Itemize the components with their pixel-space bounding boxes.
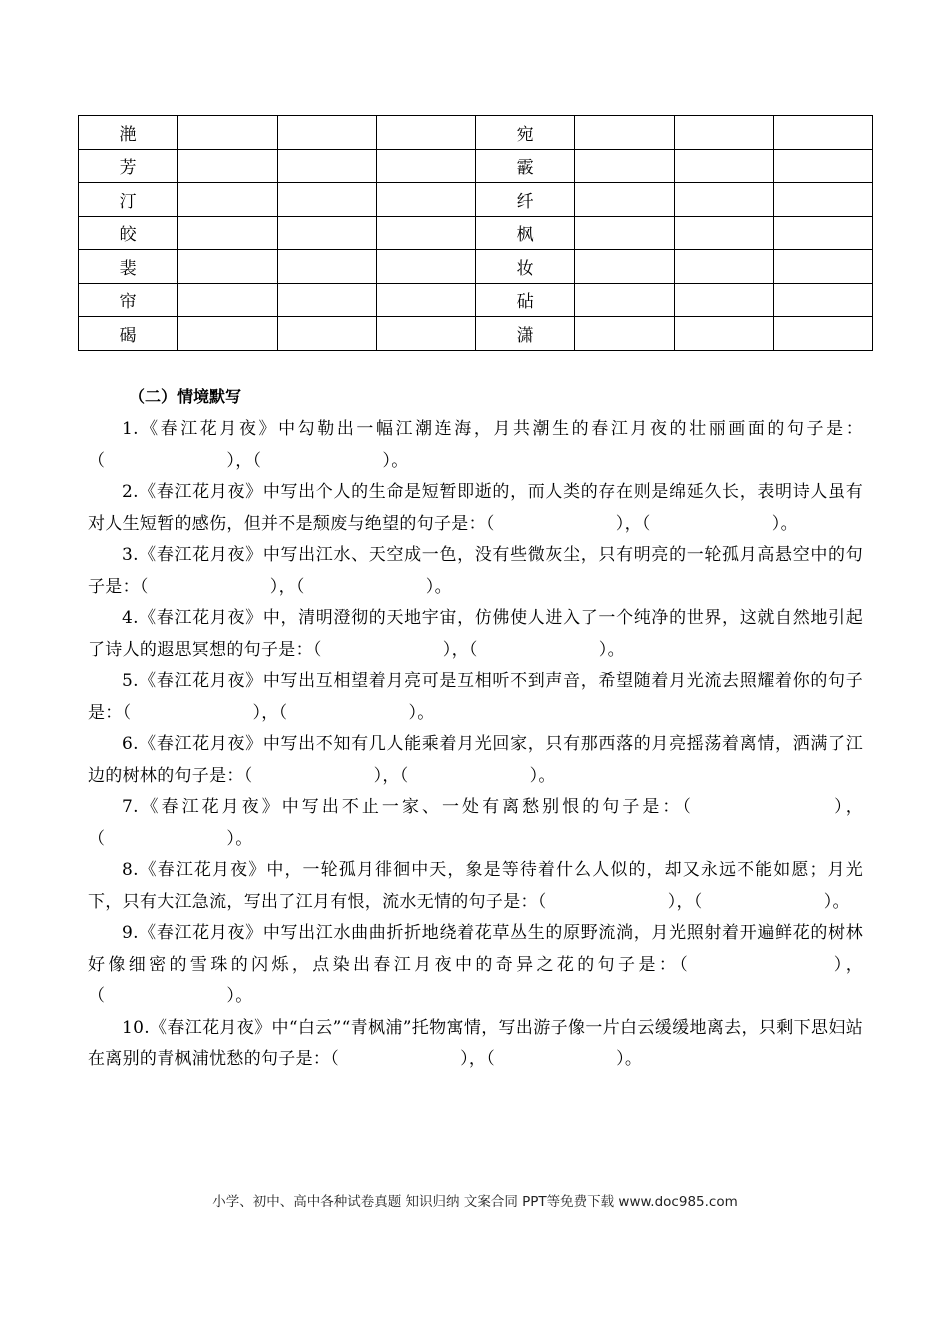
character-cell: 裴 (79, 250, 178, 284)
answer-cell[interactable] (376, 183, 475, 217)
question-item: 4.《春江花月夜》中，清明澄彻的天地宇宙，仿佛使人进入了一个纯净的世界，这就自然地引起了诗人的遐思冥想的句子是：（ ），（ ）。 (88, 608, 863, 660)
character-cell: 帘 (79, 283, 178, 317)
answer-cell[interactable] (277, 317, 376, 351)
answer-cell[interactable] (178, 250, 277, 284)
table-row (79, 283, 873, 317)
answer-cell[interactable] (178, 216, 277, 250)
answer-cell[interactable] (575, 216, 674, 250)
answer-cell[interactable] (376, 216, 475, 250)
character-table (78, 115, 873, 351)
answer-cell[interactable] (674, 283, 773, 317)
answer-cell[interactable] (376, 116, 475, 150)
table-row (79, 183, 873, 217)
answer-cell[interactable] (674, 149, 773, 183)
answer-cell[interactable] (674, 250, 773, 284)
question-item: 10.《春江花月夜》中“白云”“青枫浦”托物寓情，写出游子像一片白云缓缓地离去，只剩下思妇站在离别的青枫浦忧愁的句子是：（ ），（ ）。 (88, 1017, 863, 1069)
question-item: 9.《春江花月夜》中写出江水曲曲折折地绕着花草丛生的原野流淌，月光照射着开遍鲜花的树林好像细密的雪珠的闪烁，点染出春江月夜中的奇异之花的句子是：（ ），（ ）。 (88, 923, 863, 1006)
question-item: 3.《春江花月夜》中写出江水、天空成一色，没有些微灰尘，只有明亮的一轮孤月高悬空中的句子是：（ ），（ ）。 (88, 545, 863, 597)
answer-cell[interactable] (277, 283, 376, 317)
answer-cell[interactable] (773, 216, 872, 250)
answer-cell[interactable] (178, 149, 277, 183)
character-cell: 纤 (476, 183, 575, 217)
footer-text: 小学、初中、高中各种试卷真题 知识归纳 文案合同 PPT等免费下载 www.doc985.com (212, 1194, 738, 1210)
answer-cell[interactable] (277, 116, 376, 150)
answer-cell[interactable] (674, 216, 773, 250)
table-row (79, 250, 873, 284)
answer-cell[interactable] (773, 183, 872, 217)
answer-cell[interactable] (575, 283, 674, 317)
answer-cell[interactable] (773, 250, 872, 284)
answer-cell[interactable] (575, 250, 674, 284)
answer-cell[interactable] (674, 317, 773, 351)
question-item: 7.《春江花月夜》中写出不止一家、一处有离愁别恨的句子是：（ ），（ ）。 (88, 797, 863, 849)
table-row (79, 317, 873, 351)
character-cell: 潇 (476, 317, 575, 351)
answer-cell[interactable] (277, 149, 376, 183)
character-cell: 滟 (79, 116, 178, 150)
answer-cell[interactable] (376, 317, 475, 351)
answer-cell[interactable] (674, 183, 773, 217)
question-item: 5.《春江花月夜》中写出互相望着月亮可是互相听不到声音，希望随着月光流去照耀着你的句子是：（ ），（ ）。 (88, 671, 863, 723)
answer-cell[interactable] (773, 283, 872, 317)
character-cell: 妆 (476, 250, 575, 284)
section-title: （二）情境默写 (129, 387, 242, 406)
answer-cell[interactable] (773, 317, 872, 351)
character-cell: 枫 (476, 216, 575, 250)
answer-cell[interactable] (575, 183, 674, 217)
table-row (79, 216, 873, 250)
answer-cell[interactable] (178, 183, 277, 217)
answer-cell[interactable] (376, 283, 475, 317)
answer-cell[interactable] (277, 216, 376, 250)
table-row (79, 116, 873, 150)
answer-cell[interactable] (178, 283, 277, 317)
character-cell: 砧 (476, 283, 575, 317)
question-item: 1.《春江花月夜》中勾勒出一幅江潮连海，月共潮生的春江月夜的壮丽画面的句子是：（ ），（ ）。 (88, 419, 863, 471)
question-item: 8.《春江花月夜》中，一轮孤月徘徊中天，象是等待着什么人似的，却又永远不能如愿；月光下，只有大江急流，写出了江月有恨，流水无情的句子是：（ ），（ ）。 (88, 860, 863, 912)
character-cell: 汀 (79, 183, 178, 217)
answer-cell[interactable] (277, 183, 376, 217)
answer-cell[interactable] (773, 116, 872, 150)
character-cell: 皎 (79, 216, 178, 250)
character-table-body (79, 116, 873, 351)
answer-cell[interactable] (277, 250, 376, 284)
character-cell: 宛 (476, 116, 575, 150)
answer-cell[interactable] (575, 116, 674, 150)
answer-cell[interactable] (674, 116, 773, 150)
answer-cell[interactable] (178, 317, 277, 351)
table-row (79, 149, 873, 183)
answer-cell[interactable] (178, 116, 277, 150)
answer-cell[interactable] (575, 149, 674, 183)
answer-cell[interactable] (376, 149, 475, 183)
question-item: 2.《春江花月夜》中写出个人的生命是短暂即逝的，而人类的存在则是绵延久长，表明诗人虽有对人生短暂的感伤，但并不是颓废与绝望的句子是：（ ），（ ）。 (88, 482, 863, 534)
character-cell: 碣 (79, 317, 178, 351)
answer-cell[interactable] (376, 250, 475, 284)
question-item: 6.《春江花月夜》中写出不知有几人能乘着月光回家，只有那西落的月亮摇荡着离情，洒满了江边的树林的句子是：（ ），（ ）。 (88, 734, 863, 786)
answer-cell[interactable] (575, 317, 674, 351)
question-list (88, 414, 863, 1076)
answer-cell[interactable] (773, 149, 872, 183)
character-cell: 芳 (79, 149, 178, 183)
character-cell: 霰 (476, 149, 575, 183)
